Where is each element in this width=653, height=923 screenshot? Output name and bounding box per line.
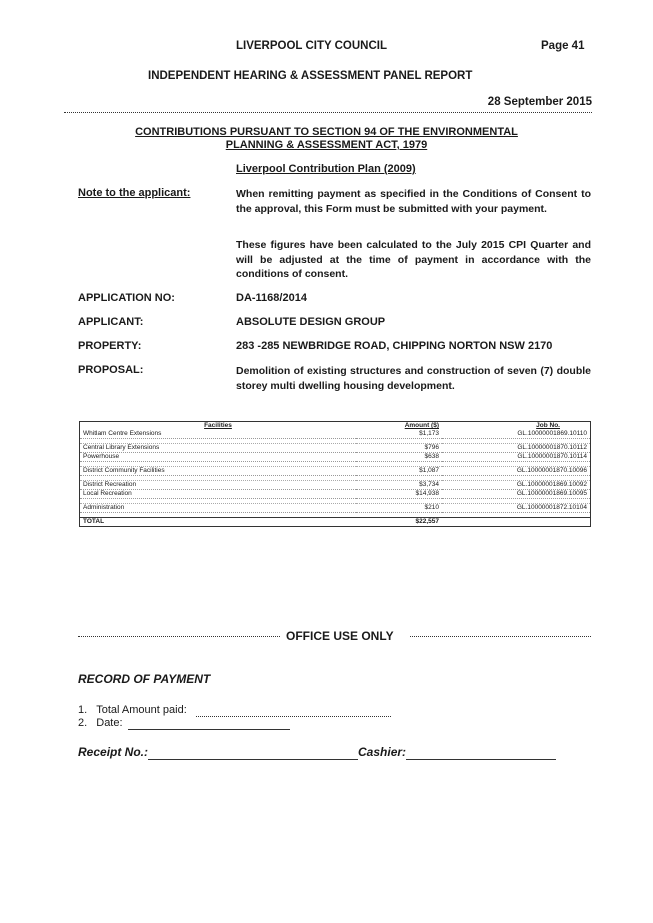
column-header-facilities: Facilities [204,422,232,429]
table-header-row [80,422,591,431]
receipt-row [78,745,556,760]
table-total-row [80,518,591,527]
application-label: APPLICATION NO: [78,292,175,304]
title-line1: CONTRIBUTIONS PURSUANT TO SECTION 94 OF THE ENVIRONMENTAL [135,126,518,138]
note-label: Note to the applicant: [78,187,191,199]
item-number: 1. [78,704,88,716]
table-row [80,490,591,499]
council-name: LIVERPOOL CITY COUNCIL [236,40,388,52]
job-cell: GL.10000001872.10104 [442,504,591,513]
facility-cell: Powerhouse [80,453,357,462]
date-label: Date: [96,717,123,729]
office-use-heading: OFFICE USE ONLY [286,629,394,643]
date-field[interactable] [128,717,290,730]
proposal-value: Demolition of existing structures and construction of seven (7) double storey multi dwelling housing development. [236,365,591,392]
facility-cell: Central Library Extensions [80,444,357,453]
job-cell: GL.10000001870.10112 [442,444,591,453]
total-amount: $22,557 [356,518,442,527]
job-cell: GL.10000001869.10092 [442,481,591,490]
applicant-label: APPLICANT: [78,316,144,328]
receipt-label: Receipt No.: [78,745,149,759]
total-amount-paid-row [78,704,391,717]
job-cell: GL.10000001870.10096 [442,467,591,476]
note-paragraph-2: These figures have been calculated to the July 2015 CPI Quarter and will be adjusted at the time of payment in accordance with the conditions of consent. [236,239,591,280]
page-number: Page 41 [541,40,585,52]
amount-cell: $796 [356,444,442,453]
title-line2: PLANNING & ASSESSMENT ACT, 1979 [225,139,428,151]
item-number: 2. [78,717,88,729]
property-label: PROPERTY: [78,340,142,352]
facility-cell: District Recreation [80,481,357,490]
note-paragraph-1: When remitting payment as specified in the Conditions of Consent to the approval, this Form must be submitted with your payment. [236,188,591,215]
record-of-payment-heading: RECORD OF PAYMENT [78,672,211,686]
facility-cell: Whitlam Centre Extensions [80,430,357,439]
table-row [80,504,591,513]
applicant-value: ABSOLUTE DESIGN GROUP [236,316,386,328]
amount-cell: $1,173 [356,430,442,439]
table-row [80,481,591,490]
total-job-cell [442,518,591,527]
amount-cell: $3,734 [356,481,442,490]
amount-cell: $1,087 [356,467,442,476]
facility-cell: District Community Facilities [80,467,357,476]
receipt-field[interactable] [148,745,358,760]
amount-cell: $638 [356,453,442,462]
facility-cell: Local Recreation [80,490,357,499]
table-row [80,430,591,439]
cashier-field[interactable] [406,745,556,760]
contributions-table [79,421,591,527]
office-divider-right [410,636,591,637]
job-cell: GL.10000001870.10114 [442,453,591,462]
report-title: INDEPENDENT HEARING & ASSESSMENT PANEL REPORT [148,70,473,82]
job-cell: GL.10000001869.10110 [442,430,591,439]
date-row [78,717,290,730]
column-header-amount: Amount ($) [404,422,439,429]
cashier-label: Cashier: [358,745,407,759]
facility-cell: Administration [80,504,357,513]
total-amount-paid-field[interactable] [196,704,391,717]
report-date: 28 September 2015 [487,96,592,108]
plan-name: Liverpool Contribution Plan (2009) [236,163,416,175]
column-header-job: Job No. [536,422,560,429]
table-row [80,467,591,476]
header-divider [64,112,592,113]
table-row [80,453,591,462]
total-amount-paid-label: Total Amount paid: [96,704,187,716]
application-value: DA-1168/2014 [236,292,307,304]
office-divider-left [78,636,280,637]
amount-cell: $14,938 [356,490,442,499]
proposal-label: PROPOSAL: [78,364,144,376]
total-label: TOTAL [80,518,357,527]
table-row [80,444,591,453]
job-cell: GL.10000001869.10095 [442,490,591,499]
amount-cell: $210 [356,504,442,513]
property-value: 283 -285 NEWBRIDGE ROAD, CHIPPING NORTON NSW 2170 [236,340,553,352]
